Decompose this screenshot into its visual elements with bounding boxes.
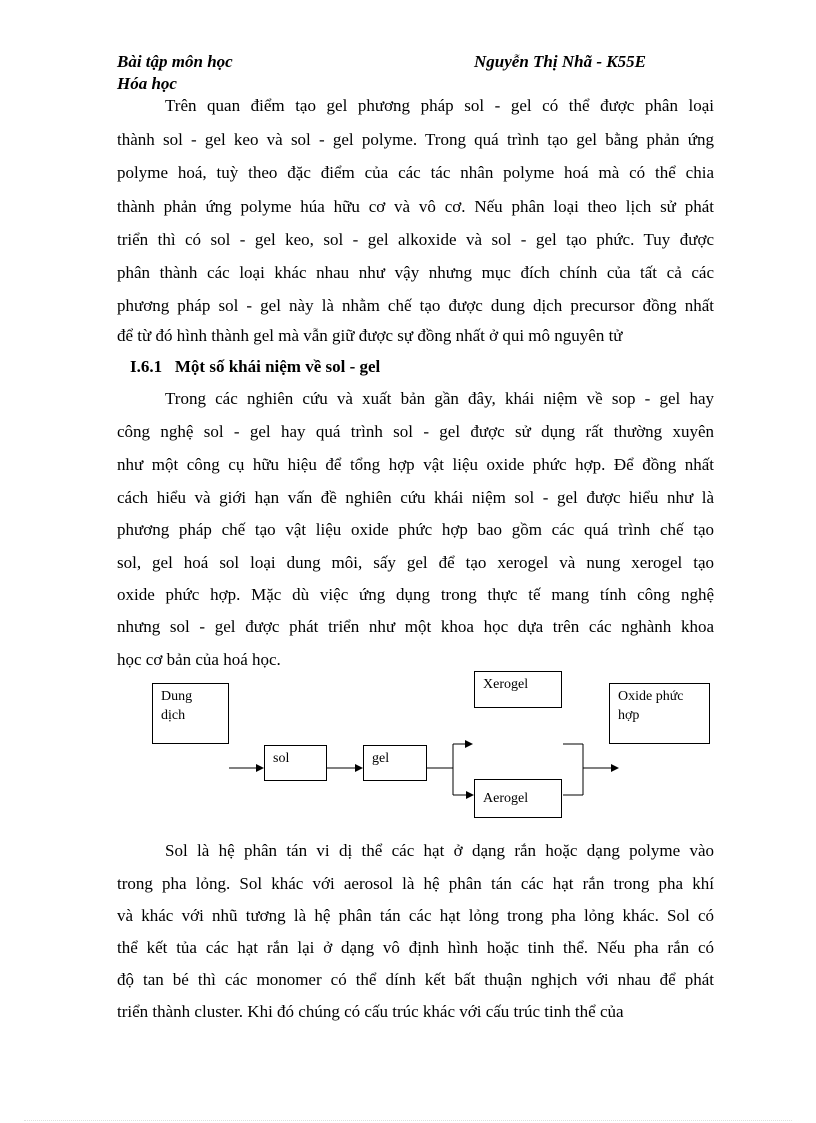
text-line: cách hiểu và giới hạn vấn đề nghiên cứu khái niệm sol - gel được hiểu như là [117, 488, 714, 507]
box-sol-label: sol [273, 751, 290, 766]
box-oxide [609, 683, 710, 744]
text-line: như một công cụ hữu hiệu để tổng hợp vật liệu oxide phức hợp. Để đồng nhất [117, 455, 714, 474]
text-line: Trên quan điểm tạo gel phương pháp sol - gel có thể được phân loại [165, 96, 714, 115]
text-line: sol, gel hoá sol loại dung môi, sấy gel để tạo xerogel và nung xerogel tạo [117, 553, 714, 572]
text-line: độ tan bé thì các monomer có thể dính kết bất thuận nghịch với nhau để phát [117, 970, 714, 989]
header-subject: Hóa học [117, 74, 177, 93]
text-line: phương pháp sol - gel này là nhằm chế tạo được dung dịch precursor đồng nhất [117, 296, 714, 315]
text-line: Sol là hệ phân tán vi dị thể các hạt ở dạng rắn hoặc dạng polyme vào [165, 841, 714, 860]
text-line: oxide phức hợp. Mặc dù việc ứng dụng trong thực tế mang tính công nghệ [117, 585, 714, 604]
text-line: triển thành cluster. Khi đó chúng có cấu trúc khác với cấu trúc tinh thể của [117, 1002, 624, 1021]
section-title: Một số khái niệm về sol - gel [174, 357, 381, 376]
text-line: công nghệ sol - gel hay quá trình sol - gel được sử dụng rất thường xuyên [117, 422, 714, 441]
text-line: phân thành các loại khác nhau như vậy nhưng mục đích chính của tất cả các [117, 263, 714, 282]
box-dung-dich-line1: Dung [161, 689, 193, 704]
box-gel [363, 745, 427, 781]
text-line: để từ đó hình thành gel mà vẫn giữ được sự đồng nhất ở qui mô nguyên tử [117, 326, 623, 345]
text-line: polyme hoá, tuỳ theo đặc điểm của các tác nhân polyme hoá mà có thể chia [117, 163, 714, 182]
text-line: trong pha lỏng. Sol khác với aerosol là hệ phân tán các hạt rắn trong pha khí [117, 874, 714, 893]
text-line: phương pháp chế tạo vật liệu oxide phức hợp bao gồm các quá trình chế tạo [117, 520, 714, 539]
box-dung-dich [152, 683, 229, 744]
header-author: Nguyễn Thị Nhã - K55E [474, 52, 646, 71]
text-line: nhưng sol - gel được phát triển như một khoa học dựa trên các nghành khoa [117, 617, 714, 636]
text-line: triển thì có sol - gel keo, sol - gel alkoxide và sol - gel tạo phức. Tuy được [117, 230, 714, 249]
text-line: và khác với nhũ tương là hệ phân tán các hạt lỏng trong pha lỏng khác. Sol có [117, 906, 714, 925]
page-bottom-rule [24, 1120, 792, 1121]
text-line: học cơ bản của hoá học. [117, 650, 281, 669]
section-number: I.6.1 [130, 357, 163, 376]
box-sol [264, 745, 327, 781]
box-oxide-line2: hợp [618, 708, 640, 723]
header-course: Bài tập môn học [117, 52, 233, 71]
text-line: thành phản ứng polyme húa hữu cơ và vô cơ. Nếu phân loại theo lịch sử phát [117, 197, 714, 216]
box-xerogel-label: Xerogel [483, 677, 529, 692]
box-aerogel [474, 779, 562, 818]
box-oxide-line1: Oxide phức [618, 689, 684, 704]
box-dung-dich-line2: dịch [161, 708, 186, 723]
text-line: thể kết tủa các hạt rắn lại ở dạng vô định hình hoặc tinh thể. Nếu pha rắn có [117, 938, 714, 957]
box-gel-label: gel [372, 751, 390, 766]
text-line: Trong các nghiên cứu và xuất bản gần đây, khái niệm về sop - gel hay [165, 389, 714, 408]
text-line: thành sol - gel keo và sol - gel polyme. Trong quá trình tạo gel bằng phản ứng [117, 130, 714, 149]
box-aerogel-label: Aerogel [483, 791, 529, 806]
box-xerogel [474, 671, 562, 708]
